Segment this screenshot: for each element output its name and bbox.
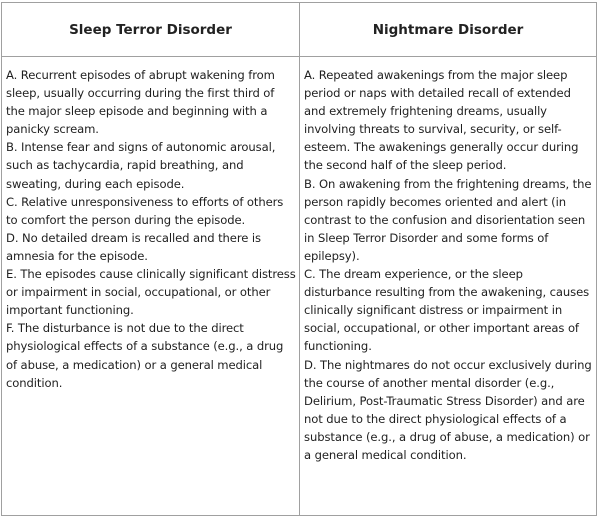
nightmare-criteria — [304, 66, 592, 464]
header-divider — [2, 56, 596, 57]
sleep-terror-criterion-f: F. The disturbance is not due to the direct physiological effects of a substance (e.g., a drug of abuse, a medication) or a general medical condition. — [6, 321, 284, 390]
nightmare-criterion-d: D. The nightmares do not occur exclusively during the course of another mental disorder (e.g., Delirium, Post-Traumatic Stress Disorder) and are not due to the direct physiological effects of a substance (e.g., a drug of abuse, a medication) or a general medical condition. — [304, 357, 592, 462]
sleep-terror-criterion-b: B. Intense fear and signs of autonomic arousal, such as tachycardia, rapid breathing, and sweating, during each episode. — [6, 140, 276, 191]
sleep-terror-criterion-e: E. The episodes cause clinically significant distress or impairment in social, occupational, or other important functioning. — [6, 267, 296, 318]
sleep-terror-criterion-c: C. Relative unresponsiveness to efforts of others to comfort the person during the episode. — [6, 194, 284, 227]
sleep-terror-criterion-d: D. No detailed dream is recalled and there is amnesia for the episode. — [6, 230, 261, 263]
nightmare-criterion-a: A. Repeated awakenings from the major sleep period or naps with detailed recall of extended and extremely frightening dreams, usually involving threats to survival, security, or self-esteem. The awakenings generally occur during the second half of the sleep period. — [304, 68, 579, 173]
sleep-terror-criterion-a: A. Recurrent episodes of abrupt wakening from sleep, usually occurring during the first third of the major sleep episode and beginning with a panicky scream. — [6, 68, 275, 137]
column-divider — [299, 3, 300, 515]
comparison-table — [1, 2, 597, 516]
header-sleep-terror-disorder: Sleep Terror Disorder — [69, 21, 232, 38]
header-nightmare-disorder: Nightmare Disorder — [372, 21, 524, 38]
sleep-terror-criteria — [6, 66, 296, 392]
nightmare-criterion-c: C. The dream experience, or the sleep disturbance resulting from the awakening, causes clinically significant distress or impairment in social, occupational, or other important areas of functioning. — [304, 267, 590, 354]
nightmare-criterion-b: B. On awakening from the frightening dreams, the person rapidly becomes oriented and alert (in contrast to the confusion and disorientation seen in Sleep Terror Disorder and some forms of epilepsy). — [304, 176, 592, 263]
